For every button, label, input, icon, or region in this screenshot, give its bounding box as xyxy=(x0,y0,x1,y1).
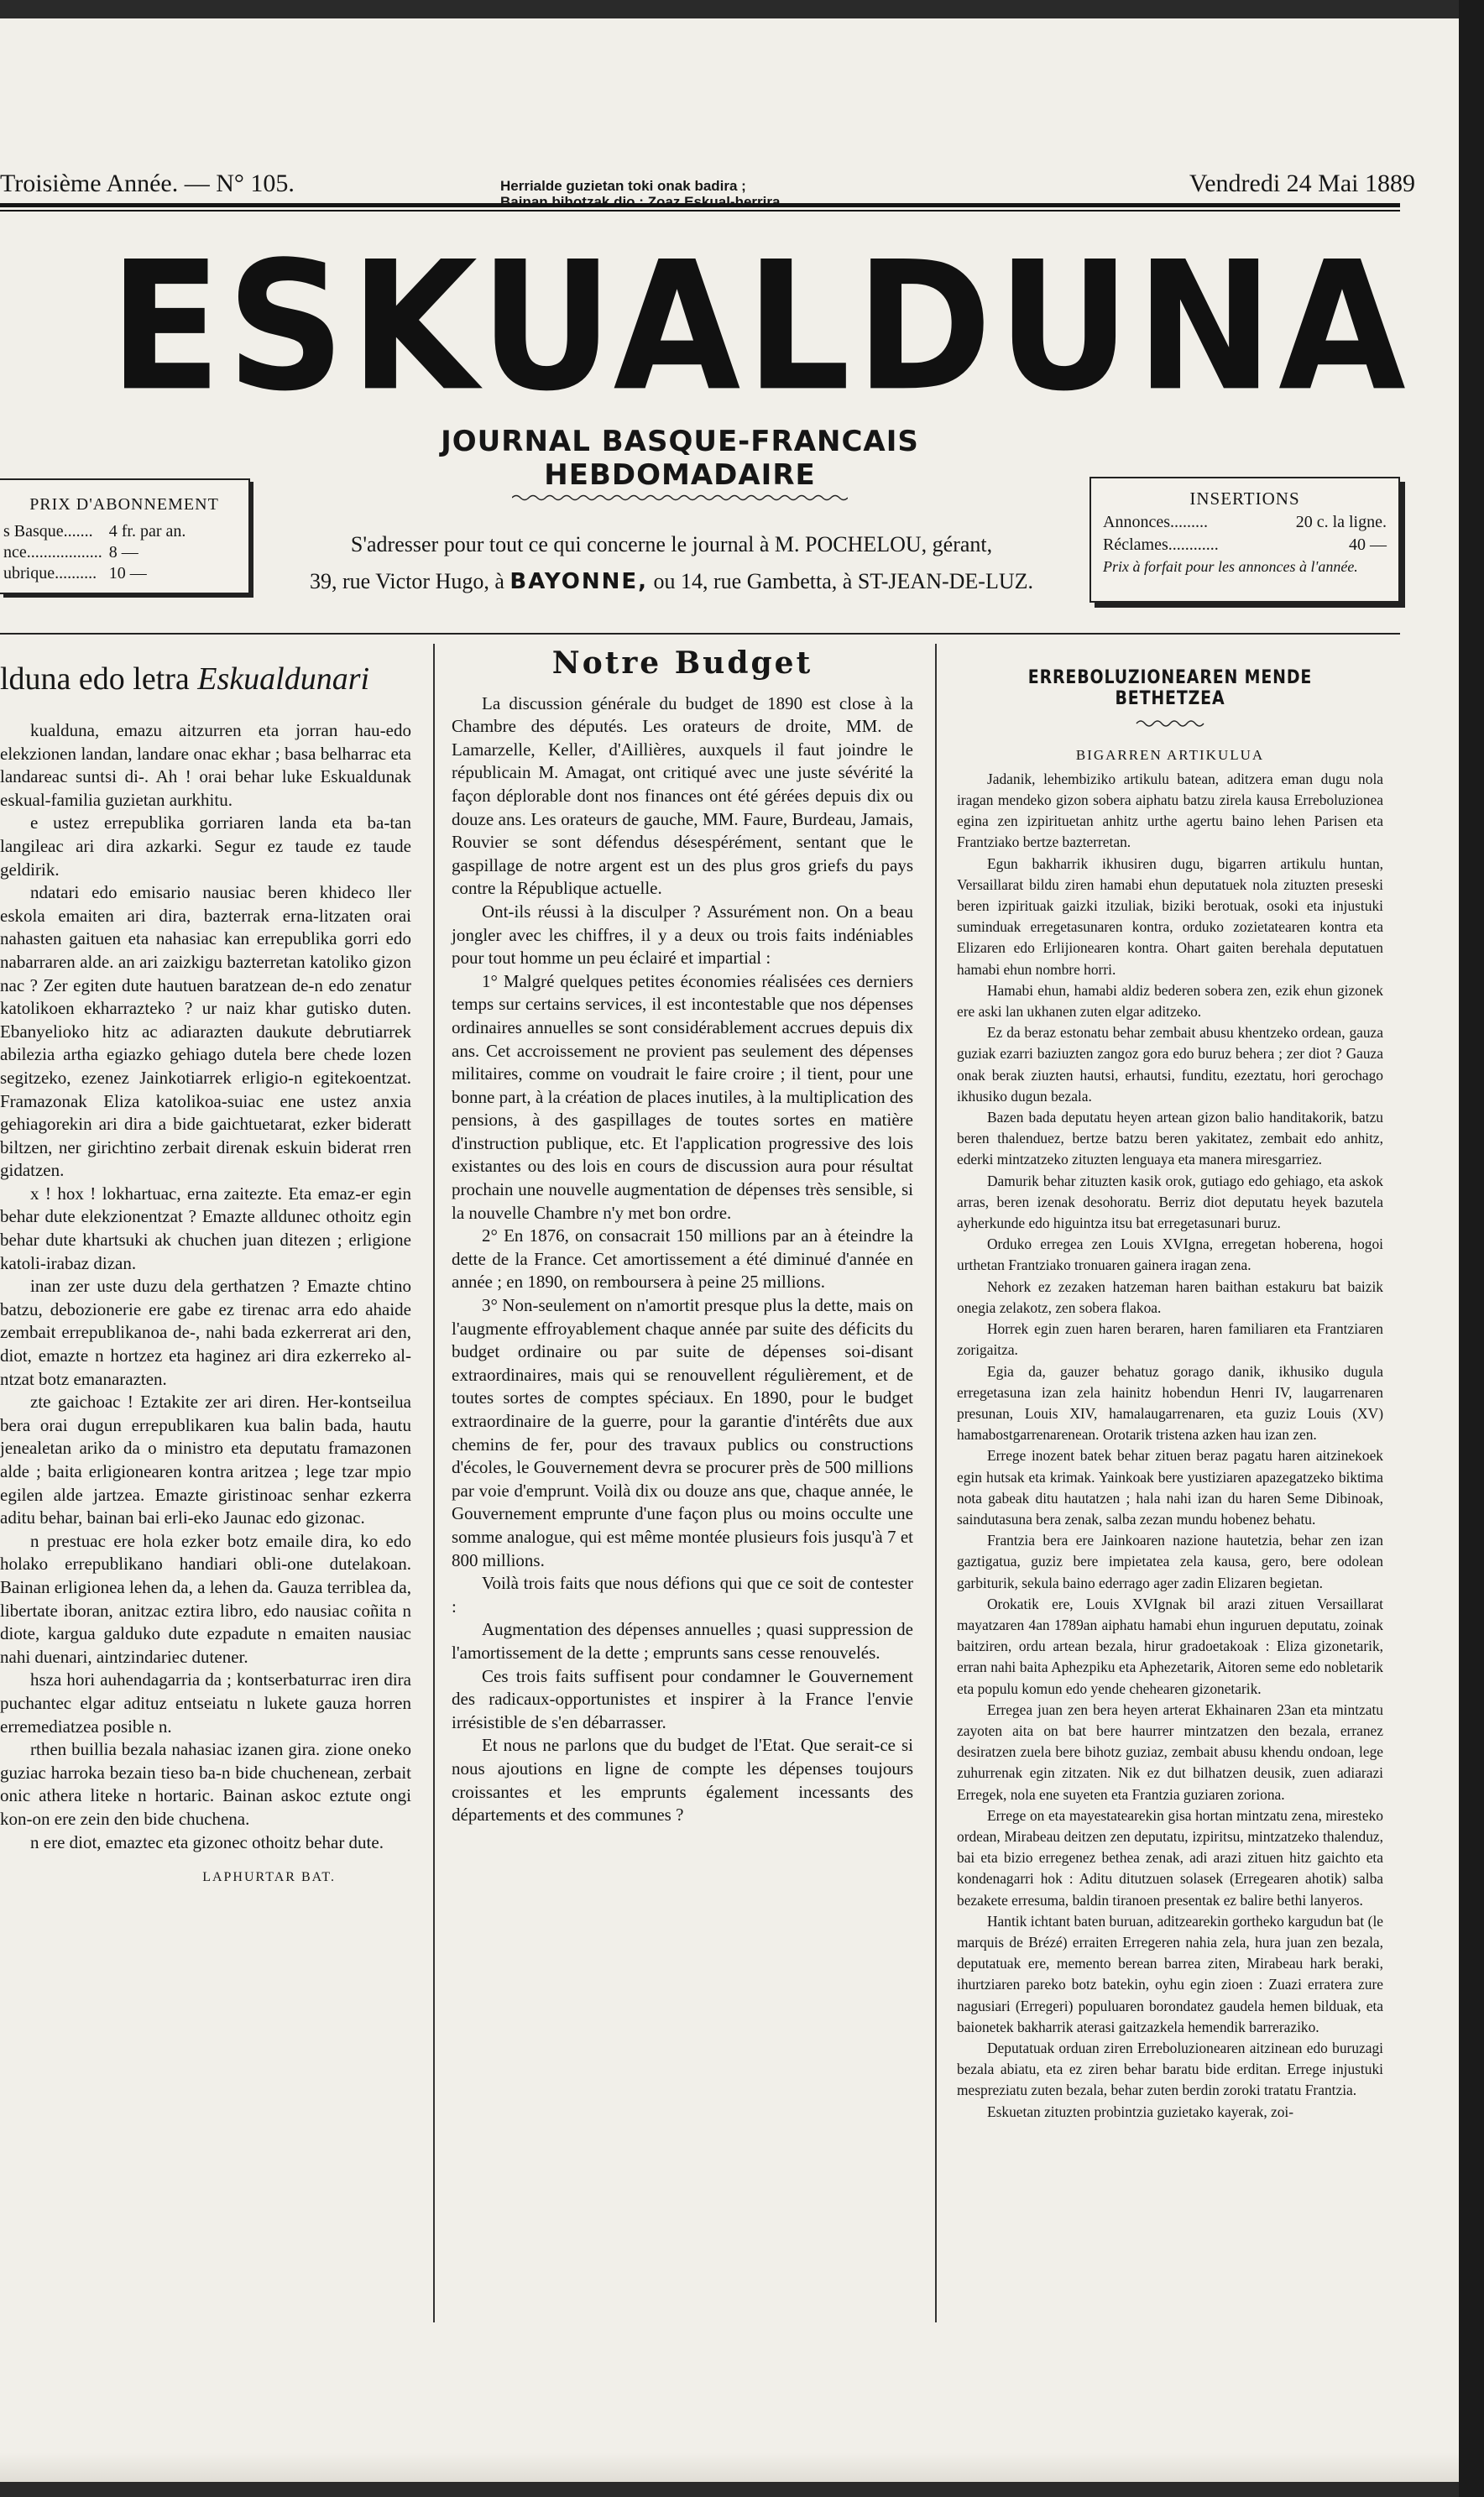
paragraph: Eskuetan zituzten probintzia guzietako kayerak, zoi- xyxy=(987,2103,1294,2120)
paragraph: Ont-ils réussi à la disculper ? Assurément non. On a beau jongler avec les chiffres, il y a deux ou trois faits indéniables pour tout homme un peu éclairé et impartial : xyxy=(452,901,913,969)
article-notre-budget xyxy=(452,644,913,1827)
paragraph: Ez da beraz estonatu behar zembait abusu khentzeko ordean, gauza guziak ezarri baziuzten zangoz gora edo buruz behera ; zer diot ? Gauza onak berak ziuzten hautsi, erhautsi, funditu, ezeztatu, hori gerochago ikhusiko dugun bezala. xyxy=(957,1024,1383,1105)
subscription-title: PRIX D'ABONNEMENT xyxy=(29,495,219,514)
paragraph: Egia da, gauzer behatuz gorago danik, ikhusiko dugula erregetasuna izan zela hainitz hobendun Henri IV, laugarrenaren presunan, Louis XIV, hamalaugarrenaren, eta guziz Louis (XV) hamabostgarrenarenean. Orotarik tristena azken hau izan zen. xyxy=(957,1362,1383,1444)
paragraph: Erregea juan zen bera heyen arterat Ekhainaren 23an eta mintzatu zayoten aita on bat bere haurrer mintzatzen den bezala, erranez desiratzen zuela bere bihotz guziaz, zembait abusu khendu ondoan, lege zuhurrenak egin zitzaten. Nik ez dut bilhatzen deusik, zuen adiarazi Erregek, nola ene suyeten eta Frantzia guziaren zoriona. xyxy=(957,1700,1383,1803)
article-title xyxy=(0,654,411,704)
subscription-price: 4 fr. par an. xyxy=(108,522,186,541)
header-rule xyxy=(0,203,1400,212)
annonces-price: 20 c. la ligne. xyxy=(1295,513,1387,531)
subscription-label: nce.................. xyxy=(3,543,102,562)
signature: LAPHURTAR BAT. xyxy=(202,1870,336,1885)
masthead-subtitle: JOURNAL BASQUE-FRANCAIS HEBDOMADAIRE xyxy=(441,425,919,492)
annonces-label: Annonces......... xyxy=(1103,513,1208,531)
paragraph: kualduna, emazu aitzurren eta jorran hau-edo elekzionen landan, landare onac ekhar ; basa belharrac eta landareac suntsi di-. Ah ! orai behar luke Eskualdunak eskual-familia guzietan aurkhitu. xyxy=(0,720,411,810)
paragraph: inan zer uste duzu dela gerthatzen ? Emazte chtino batzu, debozionerie ere gabe ez tirenac arra edo ahaide zembait errepublikanoa de-, nahi bada ezkerrerat ari den, diot, emazte n hortzez eta haginez ari dira ezkerreko al-ntzat botz emanarazten. xyxy=(0,1276,411,1389)
publisher-address xyxy=(277,526,1066,600)
article-title-italic: Eskualdunari xyxy=(197,661,370,697)
paragraph: rthen buillia bezala nahasiac izanen gira. zione oneko guziac harroka bezain tieso ba-n bide chuchenean, zerbait onic athera liteke n hortaric. Bainan askoc eztute ongi kon-on ere zein den bide chuchena. xyxy=(0,1739,411,1829)
issue-date: Vendredi 24 Mai 1889 xyxy=(1189,170,1415,197)
address-line-1: S'adresser pour tout ce qui concerne le journal à M. POCHELOU, gérant, xyxy=(350,532,993,556)
paragraph: La discussion générale du budget de 1890 est close à la Chambre des députés. Les orateurs de droite, MM. de Lamarzelle, Keller, d'Aillières, auxquels il faut joindre le républicain M. Amagat, ont critiqué avec une juste sévérité la façon déplorable dont nos finances ont été gérées depuis dix ou douze ans. Les orateurs de gauche, MM. Faure, Burdeau, Jamais, Rouvier se sont défendus désespérément, sentant que le gaspillage de notre argent est un des plus gros griefs du pays contre la République actuelle. xyxy=(452,692,913,899)
paragraph: hsza hori auhendagarria da ; kontserbaturrac iren dira puchantec elgar adituz entseiatu n lukete gauza horren erremediatzea posible n. xyxy=(0,1669,411,1737)
paragraph: Deputatuak orduan ziren Erreboluzionearen aitzinean edo buruzagi bezala abiatu, eta ez ziren behar baratu bide erditan. Errege injustuki mespreziatu zuten bezala, behar zuten berdin zoroki tratatu Frantzia. xyxy=(957,2040,1383,2099)
paragraph: Ces trois faits suffisent pour condamner le Gouvernement des radicaux-opportunistes et inspirer à la France l'envie irrésistible de s'en débarrasser. xyxy=(452,1665,913,1732)
page-bottom-edge xyxy=(0,2453,1459,2482)
paragraph: Bazen bada deputatu heyen artean gizon balio handitakorik, batzu beren thalenduez, bertze batzu beren yakitatez, zembait edo anhitz, ederki mintzatzeko zituzten lenguaya eta manera miresgarriez. xyxy=(957,1109,1383,1168)
subscription-price: 10 — xyxy=(108,564,147,582)
article-title-main: lduna edo letra xyxy=(0,661,198,697)
paragraph: zte gaichoac ! Eztakite zer ari diren. Her-kontseilua bera orai dugun errepublikaren kua balin bada, hautu jenealetan ariko da o ministro eta deputatu framazonen alde ; baita erligionearen kontra aritzea ; lege tzar mpio egilen alde jartzea. Emazte giristinoac senhar ezkerra aditu behar, bainan bai erli-eko Jaunac edo gizonac. xyxy=(0,1392,411,1528)
paragraph: Nehork ez zezaken hatzeman haren baithan estakuru bat baizik onegia zelakotz, zen sobera flakoa. xyxy=(957,1277,1383,1316)
paragraph: Orduko erregea zen Louis XVIgna, erregetan hoberena, hogoi urthetan Frantziako tronuaren gainera iragan zena. xyxy=(957,1235,1383,1274)
paragraph: Et nous ne parlons que du budget de l'Etat. Que serait-ce si nous ajoutions en ligne de compte les dépenses toujours croissantes et les emprunts également incessants des départements et des communes ? xyxy=(452,1735,913,1826)
decorative-wave xyxy=(512,494,848,502)
article-title: ERREBOLUZIONEAREN MENDE BETHETZEA xyxy=(1027,667,1313,710)
edition-number: Troisième Année. — N° 105. xyxy=(0,170,295,197)
paragraph: Frantzia bera ere Jainkoaren nazione hautetzia, behar zen izan gaztigatua, guziz bere impietatea zela kausa, gero, bere odolean garbiturik, sekula baino ederrago ager zadin Elizaren begietan. xyxy=(957,1532,1383,1591)
article-title: Notre Budget xyxy=(551,645,813,681)
paragraph: Damurik behar zituzten kasik orok, gutiago edo gehiago, eta askok arras, beren izenak desohoratu. Berriz diot deputatu heyek bazutela ayherkunde edo higuintza itsu bat erregetasunari buruz. xyxy=(957,1172,1383,1232)
subscription-price: 8 — xyxy=(108,543,138,562)
paragraph: Errege inozent batek behar zituen beraz pagatu haren aitzinekoek egin hutsak eta krimak. Yainkoak bere yustiziaren apazegatzeko biktima nota gabeak ditu hautatzen ; hala nahi izan du haren Seme Dibinoak, saindutasuna bera zenak, salba zezan mundu hobenez behatu. xyxy=(957,1447,1383,1528)
subscription-box xyxy=(0,478,250,594)
subscription-row xyxy=(0,563,189,584)
scan-border xyxy=(1459,0,1484,2497)
insertions-title: INSERTIONS xyxy=(1189,488,1300,509)
address-line-2 xyxy=(277,563,1066,600)
insertions-row-reclames xyxy=(1091,535,1398,555)
paragraph: Voilà trois faits que nous défions qui que ce soit de contester : xyxy=(452,1573,913,1617)
paragraph: ndatari edo emisario nausiac beren khideco ller eskola emaiten ari dira, bazterrak erna-litzaten orai nahasten gaituen eta nahasiac kan errepublika gorri edo nabarraren alde. an ari zaizkigu bazterretan katoliko gizon nac ? Zer egiten dute hautuen baratzean de-n edo zenatur katolikoen ekharrazteko ? ur naiz khar gutisko duten. Ebanyelioko hitz ac adiarazten daukute debrutiarrek abilezia artha egiazko gehiago dutela bere chede lozen segitzeko, ezenez Jainkotiarrek erligio-n egitekoentzat. Framazonak Eliza katolikoa-suiac ene ustez anxia gehiagorekin ari dira a bide gaichtuetarat, ezker bideratt biltzen, ner girichtino zerbait direnak eskuin biderat rren gidatzen. xyxy=(0,882,411,1181)
paragraph: Jadanik, lehembiziko artikulu batean, aditzera eman dugu nola iragan mendeko gizon sobera aiphatu batzu zirela kausa Erreboluzionea egina zen izpirituetan anhitz urthe agertu baino lehen Parisen eta Frantziako bertze bazterretan. xyxy=(957,770,1383,851)
paragraph: 3° Non-seulement on n'amortit presque plus la dette, mais on l'augmente effroyablement chaque année par suite des déficits du budget ordinaire ou par suite de dépenses soi-disant extraordinaires, mais qui se renouvellent régulièrement, et de toutes sortes de comptes spéciaux. En 1890, pour le budget extraordinaire de la guerre, pour la garantie d'intérêts due aux chemins de fer, pour des travaux publics ou constructions d'écoles, le Gouvernement devra se procurer près de 500 millions par voie d'emprunt. Voilà dix ou douze ans que, chaque année, le Gouvernement emprunte d'une façon plus ou moins occulte une somme analogue, qui est même montée plusieurs fois jusqu'à 7 et 800 millions. xyxy=(452,1295,913,1570)
insertions-row-annonces xyxy=(1091,513,1398,532)
paragraph: Hamabi ehun, hamabi aldiz bederen sobera zen, ezik ehun gizonek ere aski lan ukhanen zuten elgar aditzeko. xyxy=(957,981,1383,1021)
paragraph: Horrek egin zuen haren beraren, haren familiaren eta Frantziaren zorigaitza. xyxy=(957,1320,1383,1359)
paragraph: n prestuac ere hola ezker botz emaile dira, ko edo holako errepublikano handiari obli-one dutelakoan. Bainan erligionea lehen da, a lehen da. Gauza terriblea da, libertate iboran, anitzac eztira libro, edo nausiac coñita n diote, kargua galduko dute ezpadute n emaiten nausiac nahi duenari, aintzindariec dutener. xyxy=(0,1530,411,1667)
motto-line-1: Herrialde guzietan toki onak badira ; xyxy=(500,178,746,194)
newspaper-page xyxy=(0,18,1459,2482)
subscription-row xyxy=(0,542,189,563)
paragraph: Egun bakharrik ikhusiren dugu, bigarren artikulu huntan, Versaillarat bildu ziren hamabi ehun deputatuek nola zituzten preseski beren izpirituak gaizki itzuliak, biziki berotuak, osoki eta injustuki suminduak erregetasunaren kontra, orduko zozietatearen kontra eta Elizaren edo Erlijionearen kontra. Ohart gaiten berehala deputatuen hamabi ehun nombre horri. xyxy=(957,854,1383,978)
subscription-label: ubrique.......... xyxy=(3,564,97,582)
address-city: BAYONNE, xyxy=(509,569,649,594)
article-basque-letter xyxy=(0,644,411,1889)
paragraph: Errege on eta mayestatearekin gisa hortan mintzatu zena, miresteko ordean, Mirabeau deitzen zen deputatu, izpiritsu, mintzatzeko thalenduz, bai eta bizio erregenez bethea zenak, adi arazi zituen hitz gaichto eta kondenagarri hok : Aditu ditutzuen solasek (Erregearen ahotik) salba bezakete erresuma, baldin tiranoen presentak ez balire bethi lanyeros. xyxy=(957,1806,1383,1909)
insertions-box xyxy=(1089,477,1400,603)
reclames-price: 40 — xyxy=(1349,535,1387,554)
masthead-title: ESKUALDUNA xyxy=(109,223,1411,431)
address-street: 39, rue Victor Hugo, à xyxy=(309,569,510,593)
paragraph: n ere diot, emaztec eta gizonec othoitz behar dute. xyxy=(30,1831,384,1852)
column-divider xyxy=(433,644,435,2322)
reclames-label: Réclames............ xyxy=(1103,535,1219,554)
address-alt: ou 14, rue Gambetta, à ST-JEAN-DE-LUZ. xyxy=(648,569,1034,593)
section-label: BIGARREN ARTIKULUA xyxy=(1075,746,1265,763)
paragraph: Orokatik ere, Louis XVIgnak bil arazi zituen Versaillarat mayatzaren 4an 1789an aiphatu hamabi ehun inguruen deputatu, zoinak baitziren, ordu artean bezala, hirur gradoetakoak : Eliza gizonetarik, erran nahi baita Aphezpiku eta Aphezetarik, Aitoren seme edo nobletarik eta populu komun edo yende chehearen gizonetarik. xyxy=(957,1595,1383,1697)
subscription-label: s Basque....... xyxy=(3,522,93,541)
columns-rule xyxy=(0,633,1400,635)
insertions-forfait: Prix à forfait pour les annonces à l'année. xyxy=(1103,558,1358,575)
subscription-row xyxy=(0,521,189,542)
article-erreboluzionea xyxy=(957,644,1383,2123)
paragraph: Augmentation des dépenses annuelles ; quasi suppression de l'amortissement de la dette ; emprunts sans cesse renouvelés. xyxy=(452,1619,913,1663)
paragraph: Hantik ichtant baten buruan, aditzearekin gortheko kargudun bat (le marquis de Brézé) erraiten Erregeren nahia zela, hura juan zen bezala, deputatuak ere, memento berean barrea ziten, Mirabeau hark beraki, ihurtziaren pareko botz batekin, oyhu egin zioen : Zuazi erratera zure nagusiari (Erregeri) populuaren borondatez gaudela hemen bilduak, eta baionetek bakharrik aterasi gaitzazkela hemendik barreraziko. xyxy=(957,1912,1383,2035)
paragraph: 2° En 1876, on consacrait 150 millions par an à éteindre la dette de la France. Cet amortissement a été diminué d'année en année ; en 1890, on remboursera à peine 25 millions. xyxy=(452,1225,913,1293)
paragraph: x ! hox ! lokhartuac, erna zaitezte. Eta emaz-er egin behar dute elekzionentzat ? Emazte alldunec othoitz egin behar dute khartsuki ak chuchen juan ditezen ; erligione katoli-irabaz dizan. xyxy=(0,1183,411,1273)
paragraph: 1° Malgré quelques petites économies réalisées ces derniers temps sur certains services, il est incontestable que nos dépenses ordinaires annuelles se sont considérablement accrues depuis dix ans. Cet accroissement ne provient pas seulement des dépenses militaires, comme on voudrait le faire croire ; il tient, pour une bonne part, à la création de places inutiles, à la multiplication des pensions, à des gaspillages de toutes sortes en matière d'instruction publique, etc. Et l'application progressive des lois existantes ou des lois en cours de discussion aura pour résultat prochain une nouvelle augmentation de dépenses très sensible, si la nouvelle Chambre n'y met bon ordre. xyxy=(452,970,913,1223)
decorative-squiggle xyxy=(957,714,1383,733)
motto-line-2: Bainan bihotzak dio : Zoaz Eskual-herrira. xyxy=(500,194,785,210)
column-divider xyxy=(935,644,937,2322)
subscription-table xyxy=(0,521,189,584)
paragraph: e ustez errepublika gorriaren landa eta ba-tan langileac ari dira azkarki. Segur ez taude ez taude geldirik. xyxy=(0,812,411,880)
